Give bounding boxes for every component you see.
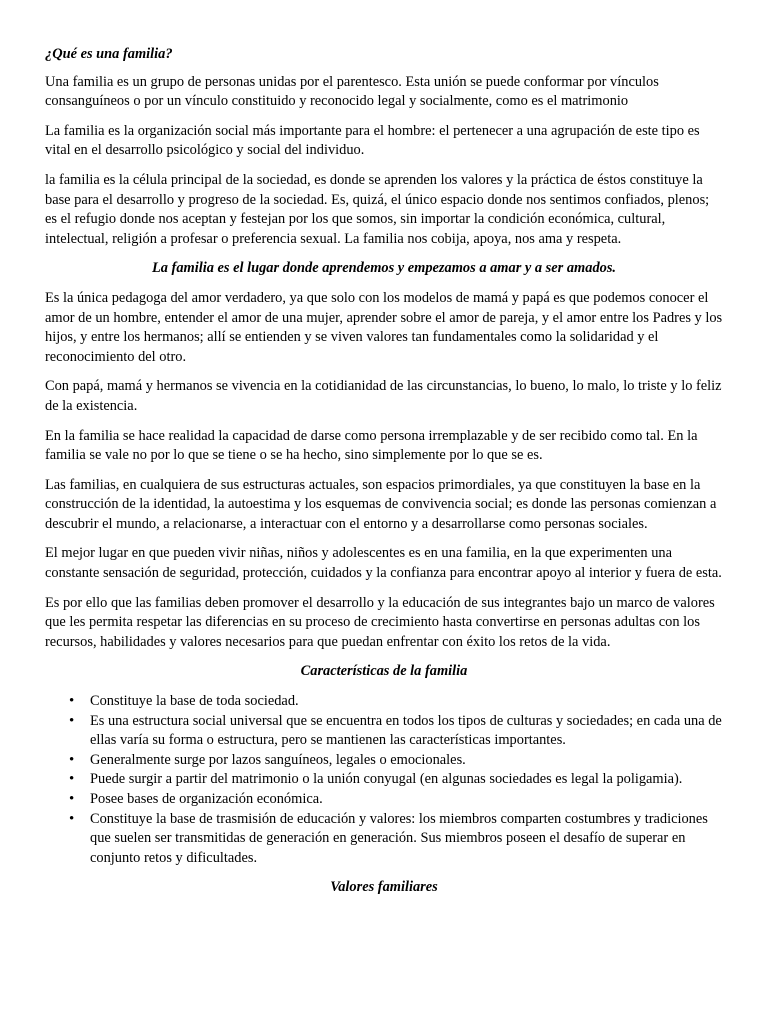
list-item: • Posee bases de organización económica. (90, 790, 723, 810)
document-page (45, 45, 723, 908)
list-item: • Es una estructura social universal que se encuentra en todos los tipos de culturas y sociedades; en cada una de ellas varía su forma o estructura, pero se mantienen las características importantes. (90, 712, 723, 751)
paragraph-body-5: El mejor lugar en que pueden vivir niñas, niños y adolescentes es en una familia, en la que experimenten una constante sensación de seguridad, protección, cuidados y la confianza para encontrar apoyo al interior y fuera de esta. (45, 545, 722, 582)
paragraph-body-1: Es la única pedagoga del amor verdadero, ya que solo con los modelos de mamá y papá es que podemos conocer el amor de un hombre, entender el amor de una mujer, aprender sobre el amor de pareja, y el amor entre los Padres y los hijos, y entre los hermanos; allí se entienden y se viven valores tan fundamentales como la solidaridad y el reconocimiento del otro. (45, 289, 723, 365)
heading-love: La familia es el lugar donde aprendemos y empezamos a amar y a ser amados. (151, 260, 617, 277)
document-title: ¿Qué es una familia? (45, 46, 173, 62)
heading-values: Valores familiares (330, 879, 438, 896)
paragraph-intro-2: La familia es la organización social más importante para el hombre: el pertenecer a una agrupación de este tipo es vital en el desarrollo psicológico y social del individuo. (45, 122, 700, 159)
paragraph-body-4: Las familias, en cualquiera de sus estructuras actuales, son espacios primordiales, ya que constituyen la base en la construcción de la identidad, la autoestima y los esquemas de convivencia social; es donde las personas comienzan a descubrir el mundo, a relacionarse, a interactuar con el entorno y a desarrollarse como personas sociales. (45, 476, 717, 532)
paragraph-body-2: Con papá, mamá y hermanos se vivencia en la cotidianidad de las circunstancias, lo bueno, lo malo, lo triste y lo feliz de la existencia. (45, 378, 722, 414)
heading-characteristics: Características de la familia (300, 663, 468, 680)
paragraph-intro-1: Una familia es un grupo de personas unidas por el parentesco. Esta unión se puede conformar por vínculos consanguíneos o por un vínculo constituido y reconocido legal y socialmente, como es el matrimonio (45, 73, 659, 110)
list-item: • Generalmente surge por lazos sanguíneos, legales o emocionales. (90, 751, 723, 771)
list-item: • Constituye la base de trasmisión de educación y valores: los miembros comparten costumbres y tradiciones que suelen ser transmitidas de generación en generación. Sus miembros poseen el desafío de superar en conjunto retos y dificultades. (90, 810, 723, 869)
list-item: • Constituye la base de toda sociedad. (90, 692, 723, 712)
paragraph-intro-3: la familia es la célula principal de la sociedad, es donde se aprenden los valores y la práctica de éstos constituye la base para el desarrollo y progreso de la sociedad. Es, quizá, el único espacio donde nos sentimos confiados, plenos; es el refugio donde nos aceptan y festejan por los que somos, sin importar la condición económica, cultural, intelectual, religión a profesar o preferencia sexual. La familia nos cobija, apoya, nos ama y respeta. (45, 171, 710, 247)
paragraph-body-6: Es por ello que las familias deben promover el desarrollo y la educación de sus integrantes bajo un marco de valores que les permita respetar las diferencias en su proceso de crecimiento hasta convertirse en personas adultas con los recursos, habilidades y valores necesarios para que puedan enfrentar con éxito los retos de la vida. (45, 594, 715, 650)
paragraph-body-3: En la familia se hace realidad la capacidad de darse como persona irremplazable y de ser recibido como tal. En la familia se vale no por lo que se tiene o se ha hecho, sino simplemente por lo que se es. (45, 427, 698, 464)
list-item: • Puede surgir a partir del matrimonio o la unión conyugal (en algunas sociedades es legal la poligamia). (90, 770, 723, 790)
characteristics-list (45, 692, 723, 868)
